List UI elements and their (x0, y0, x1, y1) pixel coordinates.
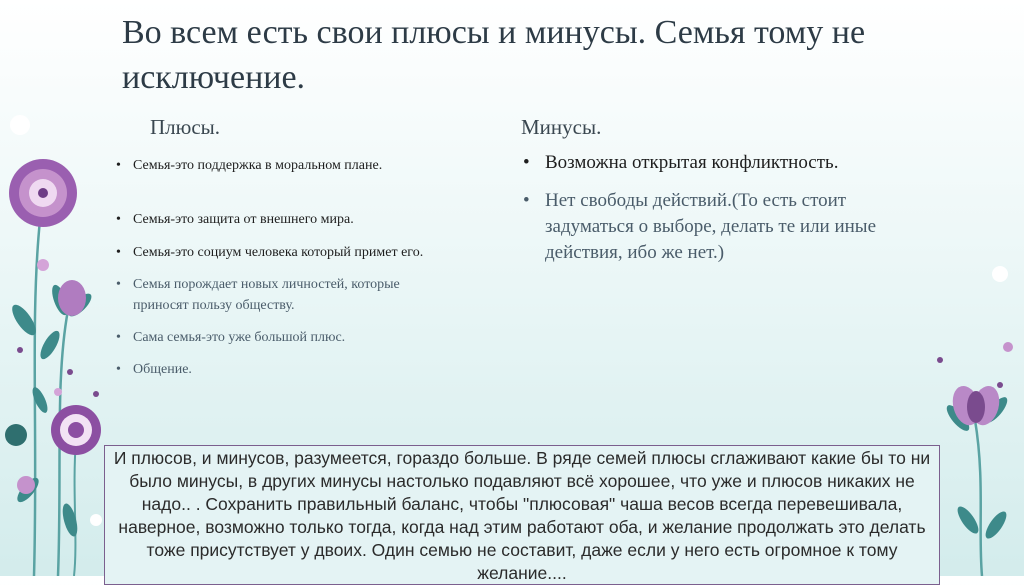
plus-item: • Семья-это защита от внешнего мира. (116, 209, 446, 230)
summary-textbox: И плюсов, и минусов, разумеется, гораздо больше. В ряде семей плюсы сглаживают какие бы то ни было минусы, в других минусы настолько подавляют всё хорошее, что уже и плюсов никаких не надо.. . Сохранить правильный баланс, чтобы "плюсовая" чаша весов всегда перевешивала, наверное, возможно только тогда, когда над этим работают оба, и желание продолжать это делать тоже присутствует у двоих. Один семью не составит, даже если у него есть огромное к тому желание.... (104, 445, 940, 585)
plus-item: • Сама семья-это уже большой плюс. (116, 327, 446, 348)
slide-title: Во всем есть свои плюсы и минусы. Семья тому не исключение. (122, 14, 866, 96)
plus-heading: Плюсы. (150, 115, 221, 139)
minus-list (523, 150, 883, 266)
minus-item: • Нет свободы действий.(То есть стоит задуматься о выборе, делать те или иные действия, ибо же нет.) (523, 188, 883, 266)
plus-item: • Общение. (116, 359, 446, 380)
plus-item: • Семья-это поддержка в моральном плане. (116, 155, 446, 176)
plus-item: • Семья порождает новых личностей, которые приносят пользу обществу. (116, 274, 446, 316)
plus-list (116, 155, 446, 380)
plus-item: • Семья-это социум человека который примет его. (116, 242, 446, 263)
minus-item: • Возможна открытая конфликтность. (523, 150, 883, 176)
minus-heading: Минусы. (521, 115, 602, 139)
